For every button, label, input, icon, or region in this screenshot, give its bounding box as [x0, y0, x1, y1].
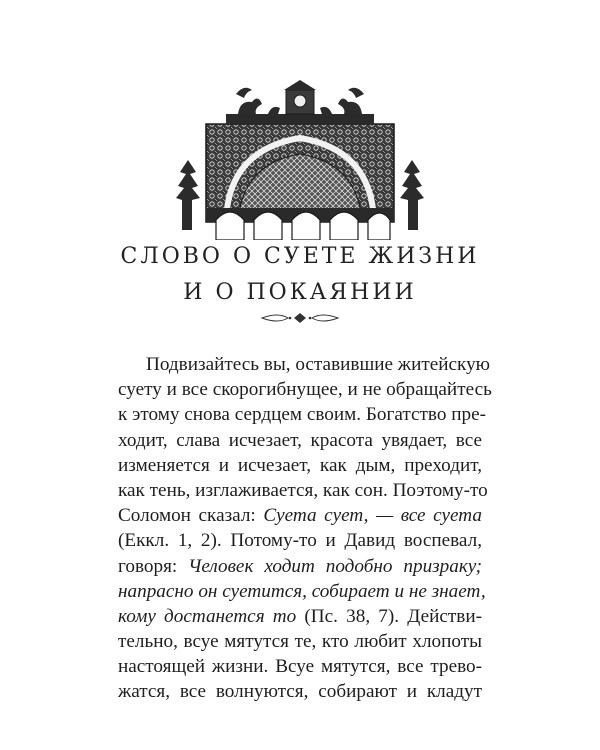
text-line: настоящей жизни. Всуе мятутся, все трево-: [118, 656, 482, 678]
chapter-title-line-2: И О ПОКАЯНИИ: [183, 280, 417, 305]
flourish-divider-icon: [258, 310, 342, 326]
chapter-title-line-1: СЛОВО О СУЕТЕ ЖИЗНИ: [120, 244, 480, 269]
ornamental-headpiece-icon: [168, 80, 432, 240]
text-line: изменяется и исчезает, как дым, преходит,: [118, 454, 482, 476]
text-line: к этому снова сердцем своим. Богатство пре-: [118, 404, 486, 426]
body-text: [118, 352, 492, 705]
text-line: кому достанется то (Пс. 38, 7). Действи-: [118, 605, 482, 627]
text-line: напрасно он суетится, собирает и не знает,: [118, 580, 486, 602]
text-line: как тень, изглаживается, как сон. Поэтому-то: [118, 479, 488, 501]
text-line: тельно, всуе мятутся те, кто любит хлопоты: [118, 631, 482, 653]
text-line: Соломон сказал: Суета сует, — все суета: [118, 505, 482, 527]
text-line: (Еккл. 1, 2). Потому-то и Давид воспевал,: [118, 530, 482, 552]
text-line: суету и все скорогибнущее, и не обращайтесь: [118, 379, 492, 401]
text-line: ходит, слава исчезает, красота увядает, все: [118, 429, 482, 451]
text-line: говоря: Человек ходит подобно призраку;: [118, 555, 482, 577]
text-line: жатся, все волнуются, собирают и кладут: [118, 681, 482, 703]
text-line: Подвизайтесь вы, оставившие житейскую: [146, 354, 490, 375]
